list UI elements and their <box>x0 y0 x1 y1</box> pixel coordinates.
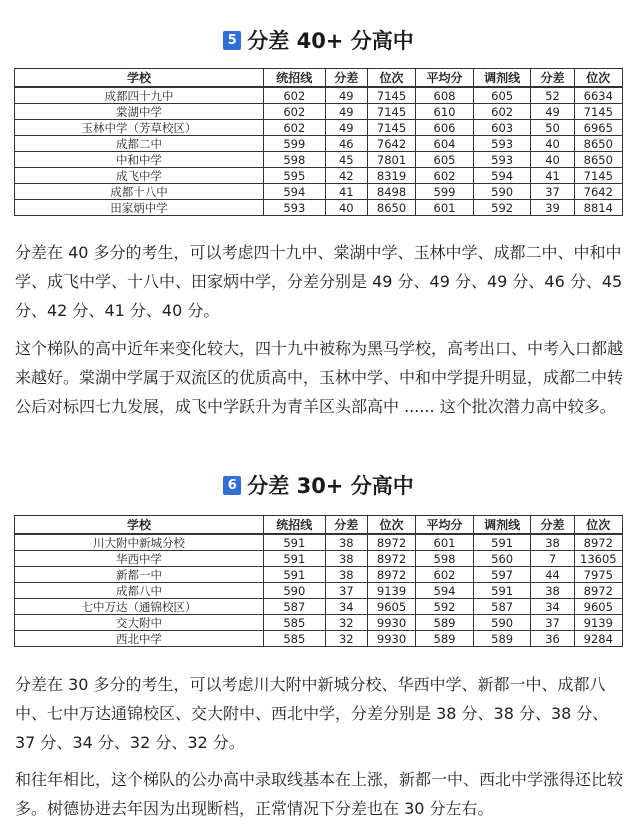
section-6-badge: 6 <box>223 476 241 495</box>
table-row <box>15 152 623 168</box>
column-header: 学校 <box>15 69 264 88</box>
table-cell: 589 <box>473 631 531 647</box>
table-cell: 9930 <box>367 615 415 631</box>
school-name-cell: 成都四十九中 <box>15 87 264 104</box>
table-cell: 8972 <box>367 534 415 551</box>
section-5-title <box>0 27 637 53</box>
column-header: 统招线 <box>263 69 325 88</box>
table-row <box>15 184 623 200</box>
column-header: 平均分 <box>416 69 474 88</box>
table-cell: 42 <box>325 168 367 184</box>
column-header: 分差 <box>531 69 574 88</box>
table-cell: 608 <box>416 87 474 104</box>
table-cell: 41 <box>531 168 574 184</box>
school-name-cell: 川大附中新城分校 <box>15 534 264 551</box>
table-row <box>15 104 623 120</box>
section-6-title <box>0 472 637 498</box>
school-name-cell: 成都二中 <box>15 136 264 152</box>
table-cell: 40 <box>531 136 574 152</box>
table-cell: 591 <box>473 583 531 599</box>
table-cell: 39 <box>531 200 574 216</box>
section-6-title-text: 分差 30+ 分高中 <box>247 474 414 498</box>
column-header: 位次 <box>367 69 415 88</box>
table-cell: 610 <box>416 104 474 120</box>
table-cell: 45 <box>325 152 367 168</box>
table-cell: 49 <box>325 104 367 120</box>
table-cell: 8650 <box>574 136 622 152</box>
table-header-row <box>15 516 623 535</box>
school-name-cell: 七中万达（通锦校区） <box>15 599 264 615</box>
table-cell: 593 <box>473 152 531 168</box>
table-cell: 7145 <box>367 87 415 104</box>
table-cell: 9605 <box>574 599 622 615</box>
table-cell: 9284 <box>574 631 622 647</box>
table-cell: 32 <box>325 615 367 631</box>
table-cell: 598 <box>263 152 325 168</box>
table-cell: 602 <box>263 104 325 120</box>
school-name-cell: 棠湖中学 <box>15 104 264 120</box>
table-cell: 8650 <box>574 152 622 168</box>
table-cell: 587 <box>263 599 325 615</box>
table-cell: 589 <box>416 631 474 647</box>
section-5-badge: 5 <box>223 31 241 50</box>
table-cell: 605 <box>473 87 531 104</box>
table-cell: 7642 <box>367 136 415 152</box>
table-cell: 49 <box>531 104 574 120</box>
table-cell: 7145 <box>367 104 415 120</box>
table-row <box>15 551 623 567</box>
table-cell: 44 <box>531 567 574 583</box>
school-name-cell: 田家炳中学 <box>15 200 264 216</box>
table-cell: 8972 <box>367 551 415 567</box>
table-row <box>15 599 623 615</box>
table-cell: 601 <box>416 534 474 551</box>
table-cell: 7975 <box>574 567 622 583</box>
table-cell: 8498 <box>367 184 415 200</box>
table-cell: 599 <box>416 184 474 200</box>
table-cell: 38 <box>325 567 367 583</box>
table-cell: 6634 <box>574 87 622 104</box>
table-cell: 601 <box>416 200 474 216</box>
section-5-paragraph-2: 这个梯队的高中近年来变化较大，四十九中被称为黑马学校，高考出口、中考入口都越来越好。棠湖中学属于双流区的优质高中，玉林中学、中和中学提升明显，成都二中转公后对标四七九发展，成飞中学跃升为青羊区头部高中 ...... 这个批次潜力高中较多。 <box>15 339 624 416</box>
table-cell: 37 <box>531 615 574 631</box>
table-cell: 41 <box>325 184 367 200</box>
column-header: 统招线 <box>263 516 325 535</box>
table-cell: 593 <box>263 200 325 216</box>
table-cell: 605 <box>416 152 474 168</box>
table-cell: 9930 <box>367 631 415 647</box>
column-header: 学校 <box>15 516 264 535</box>
table-cell: 602 <box>263 87 325 104</box>
table-cell: 7801 <box>367 152 415 168</box>
table-cell: 606 <box>416 120 474 136</box>
column-header: 分差 <box>531 516 574 535</box>
table-cell: 591 <box>263 551 325 567</box>
school-name-cell: 成都八中 <box>15 583 264 599</box>
table-cell: 602 <box>473 104 531 120</box>
column-header: 调剂线 <box>473 516 531 535</box>
table-cell: 7 <box>531 551 574 567</box>
table-cell: 590 <box>473 615 531 631</box>
table-row <box>15 631 623 647</box>
table-cell: 602 <box>263 120 325 136</box>
table-cell: 589 <box>416 615 474 631</box>
table-header-row <box>15 69 623 88</box>
table-cell: 7642 <box>574 184 622 200</box>
table-cell: 6965 <box>574 120 622 136</box>
table-cell: 8319 <box>367 168 415 184</box>
table-cell: 595 <box>263 168 325 184</box>
table-cell: 599 <box>263 136 325 152</box>
table-cell: 593 <box>473 136 531 152</box>
table-cell: 9139 <box>574 615 622 631</box>
column-header: 分差 <box>325 69 367 88</box>
table-cell: 591 <box>263 567 325 583</box>
table-row <box>15 567 623 583</box>
table-cell: 591 <box>263 534 325 551</box>
table-cell: 594 <box>416 583 474 599</box>
section-6-paragraph-2: 和往年相比，这个梯队的公办高中录取线基本在上涨，新都一中、西北中学涨得还比较多。树德协进去年因为出现断档，正常情况下分差也在 30 分左右。 <box>15 770 624 818</box>
table-cell: 590 <box>263 583 325 599</box>
school-name-cell: 新都一中 <box>15 567 264 583</box>
table-cell: 34 <box>325 599 367 615</box>
table-cell: 9605 <box>367 599 415 615</box>
table-cell: 587 <box>473 599 531 615</box>
column-header: 位次 <box>574 516 622 535</box>
table-cell: 8972 <box>574 534 622 551</box>
table-cell: 13605 <box>574 551 622 567</box>
table-cell: 8650 <box>367 200 415 216</box>
table-cell: 592 <box>416 599 474 615</box>
table-row <box>15 87 623 104</box>
school-name-cell: 成飞中学 <box>15 168 264 184</box>
section-6-paragraph-1: 分差在 30 多分的考生，可以考虑川大附中新城分校、华西中学、新都一中、成都八中、七中万达通锦校区、交大附中、西北中学，分差分别是 38 分、38 分、38 分、37 分、34 分、32 分、32 分。 <box>15 675 609 752</box>
table-cell: 38 <box>531 583 574 599</box>
table-cell: 38 <box>531 534 574 551</box>
table-cell: 7145 <box>574 168 622 184</box>
column-header: 调剂线 <box>473 69 531 88</box>
table-cell: 591 <box>473 534 531 551</box>
table-row <box>15 136 623 152</box>
table-cell: 40 <box>325 200 367 216</box>
table-cell: 8814 <box>574 200 622 216</box>
table-cell: 7145 <box>367 120 415 136</box>
table-cell: 38 <box>325 551 367 567</box>
table-cell: 49 <box>325 87 367 104</box>
table-cell: 594 <box>473 168 531 184</box>
section-5-paragraph-1: 分差在 40 多分的考生，可以考虑四十九中、棠湖中学、玉林中学、成都二中、中和中学、成飞中学、十八中、田家炳中学，分差分别是 49 分、49 分、49 分、46 分、45 分、42 分、41 分、40 分。 <box>15 243 623 320</box>
table-row <box>15 583 623 599</box>
table-cell: 604 <box>416 136 474 152</box>
table-row <box>15 120 623 136</box>
table-cell: 8972 <box>367 567 415 583</box>
table-cell: 9139 <box>367 583 415 599</box>
table-cell: 597 <box>473 567 531 583</box>
table-cell: 603 <box>473 120 531 136</box>
table-cell: 52 <box>531 87 574 104</box>
score-table-30plus <box>14 515 623 647</box>
table-cell: 585 <box>263 631 325 647</box>
table-cell: 8972 <box>574 583 622 599</box>
column-header: 位次 <box>574 69 622 88</box>
table-cell: 585 <box>263 615 325 631</box>
table-cell: 34 <box>531 599 574 615</box>
column-header: 平均分 <box>416 516 474 535</box>
table-row <box>15 200 623 216</box>
table-cell: 602 <box>416 567 474 583</box>
table-cell: 7145 <box>574 104 622 120</box>
score-table-40plus <box>14 68 623 216</box>
table-cell: 40 <box>531 152 574 168</box>
table-cell: 36 <box>531 631 574 647</box>
table-cell: 592 <box>473 200 531 216</box>
section-5-title-text: 分差 40+ 分高中 <box>247 29 414 53</box>
table-cell: 590 <box>473 184 531 200</box>
column-header: 分差 <box>325 516 367 535</box>
column-header: 位次 <box>367 516 415 535</box>
school-name-cell: 华西中学 <box>15 551 264 567</box>
table-cell: 598 <box>416 551 474 567</box>
school-name-cell: 西北中学 <box>15 631 264 647</box>
table-row <box>15 534 623 551</box>
table-cell: 560 <box>473 551 531 567</box>
table-cell: 50 <box>531 120 574 136</box>
table-cell: 37 <box>325 583 367 599</box>
table-cell: 38 <box>325 534 367 551</box>
table-cell: 37 <box>531 184 574 200</box>
school-name-cell: 成都十八中 <box>15 184 264 200</box>
table-cell: 46 <box>325 136 367 152</box>
table-row <box>15 615 623 631</box>
table-row <box>15 168 623 184</box>
table-cell: 594 <box>263 184 325 200</box>
table-cell: 49 <box>325 120 367 136</box>
school-name-cell: 中和中学 <box>15 152 264 168</box>
school-name-cell: 交大附中 <box>15 615 264 631</box>
school-name-cell: 玉林中学（芳草校区） <box>15 120 264 136</box>
table-cell: 602 <box>416 168 474 184</box>
table-cell: 32 <box>325 631 367 647</box>
